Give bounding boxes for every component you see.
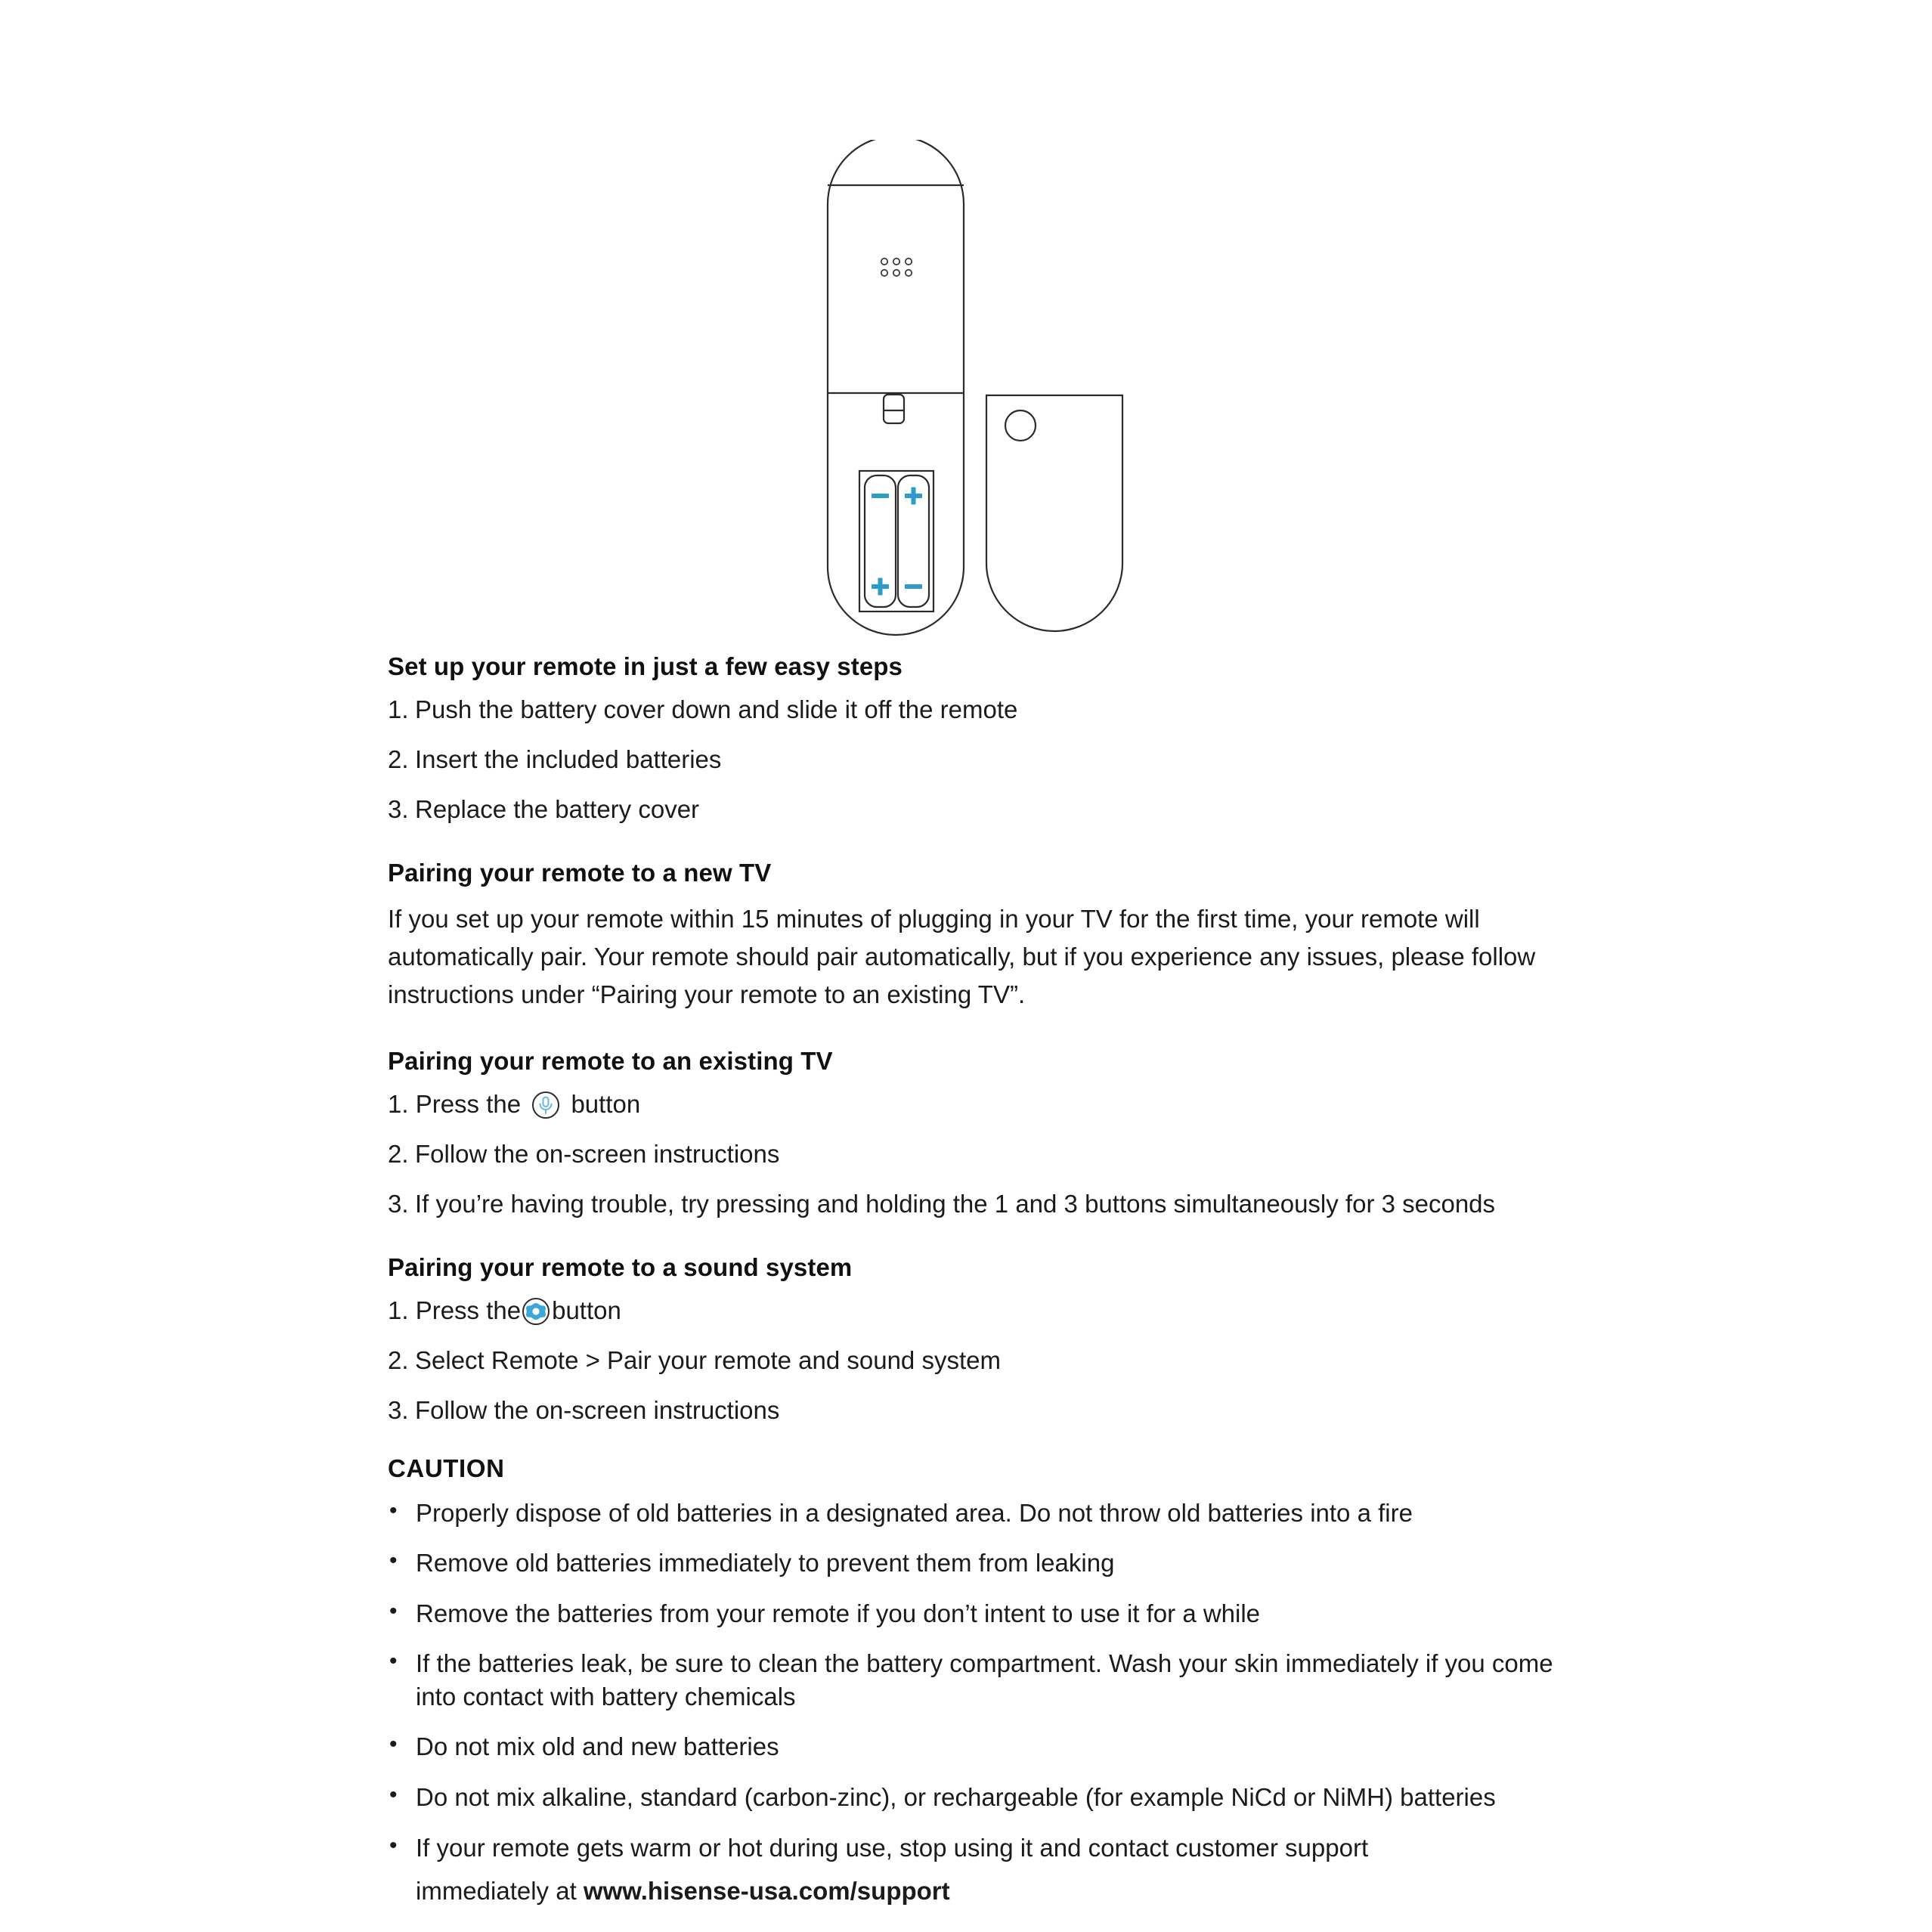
list-item xyxy=(388,794,1590,826)
section-pair-existing-tv xyxy=(388,1046,1590,1221)
cover-latch-outline xyxy=(884,395,904,423)
step-text: Push the battery cover down and slide it off the remote xyxy=(415,695,1018,724)
step-text: Replace the battery cover xyxy=(415,795,700,824)
pair-new-tv-heading: Pairing your remote to a new TV xyxy=(388,858,772,887)
support-line-prefix: immediately at xyxy=(416,1877,584,1906)
bullet-marker: • xyxy=(389,1598,398,1624)
spacer xyxy=(388,1426,1590,1454)
list-item xyxy=(388,1781,1590,1814)
step-text: Select Remote > Pair your remote and sound system xyxy=(415,1345,1001,1374)
list-item xyxy=(388,1597,1590,1630)
step-number: 1. xyxy=(388,695,409,724)
caution-bullet-list xyxy=(388,1497,1590,1908)
caution-text: Do not mix alkaline, standard (carbon-zinc), or rechargeable (for example NiCd or NiMH) batteries xyxy=(416,1783,1496,1812)
spacer xyxy=(388,826,1590,858)
bullet-marker: • xyxy=(389,1732,398,1757)
bullet-marker: • xyxy=(389,1649,398,1674)
list-item xyxy=(388,1088,1590,1121)
instructions-content xyxy=(388,652,1590,1908)
gear-icon xyxy=(521,1296,551,1327)
step-text-prefix: 1. Press the xyxy=(388,1296,522,1324)
support-url[interactable]: www.hisense-usa.com/support xyxy=(583,1877,950,1906)
spacer xyxy=(388,1221,1590,1252)
section-setup xyxy=(388,652,1590,826)
pair-existing-tv-steps-list xyxy=(388,1088,1590,1221)
list-item xyxy=(388,1188,1590,1221)
section-pair-new-tv xyxy=(388,858,1590,1014)
polarity-plus-right-top-v xyxy=(912,488,916,505)
step-number: 3. xyxy=(388,795,409,824)
caution-text: If the batteries leak, be sure to clean the battery compartment. Wash your skin immediately if you come into contact with battery chemicals xyxy=(416,1649,1553,1711)
caution-text: Do not mix old and new batteries xyxy=(416,1732,779,1761)
step-text-suffix: button xyxy=(552,1296,621,1324)
support-line xyxy=(416,1875,1590,1908)
polarity-plus-left-bottom-v xyxy=(878,578,883,596)
caution-text: Remove old batteries immediately to prevent them from leaking xyxy=(416,1549,1115,1577)
step-number: 3. xyxy=(388,1189,409,1218)
pair-existing-tv-heading: Pairing your remote to an existing TV xyxy=(388,1046,833,1075)
pair-sound-system-heading: Pairing your remote to a sound system xyxy=(388,1252,853,1281)
bullet-marker: • xyxy=(389,1832,398,1858)
bullet-marker: • xyxy=(389,1548,398,1574)
cover-thumb-hole xyxy=(1005,410,1036,441)
step-number: 2. xyxy=(388,1345,409,1374)
step-text-suffix: button xyxy=(571,1089,641,1118)
step-text: If you’re having trouble, try pressing and holding the 1 and 3 buttons simultaneously for 3 seconds xyxy=(415,1189,1496,1218)
list-item xyxy=(388,744,1590,776)
list-item xyxy=(388,1647,1590,1713)
caution-text: Remove the batteries from your remote if you don’t intent to use it for a while xyxy=(416,1599,1261,1627)
step-text: Follow the on-screen instructions xyxy=(415,1395,780,1424)
microphone-icon xyxy=(531,1090,561,1120)
step-text-prefix: 1. Press the xyxy=(388,1089,522,1118)
section-pair-sound-system xyxy=(388,1252,1590,1427)
bullet-marker: • xyxy=(389,1782,398,1808)
list-item xyxy=(388,1138,1590,1171)
battery-polarity-marks xyxy=(872,488,922,596)
polarity-minus-right-bottom xyxy=(905,584,922,589)
step-number: 3. xyxy=(388,1395,409,1424)
list-item xyxy=(388,1831,1590,1908)
step-number: 2. xyxy=(388,1139,409,1168)
step-text: Insert the included batteries xyxy=(415,745,722,774)
step-text: Follow the on-screen instructions xyxy=(415,1139,780,1168)
bullet-marker: • xyxy=(389,1497,398,1523)
list-item xyxy=(388,1547,1590,1580)
pair-sound-system-steps-list xyxy=(388,1295,1590,1427)
speaker-holes xyxy=(881,259,912,276)
list-item xyxy=(388,1497,1590,1530)
caution-text: If your remote gets warm or hot during use, stop using it and contact customer support xyxy=(416,1833,1369,1862)
caution-heading: CAUTION xyxy=(388,1454,505,1483)
list-item xyxy=(388,694,1590,726)
list-item xyxy=(388,1730,1590,1763)
pair-new-tv-paragraph: If you set up your remote within 15 minutes of plugging in your TV for the first time, your remote will automatically pair. Your remote should pair automatically, but if you experience any issues, please follow instructions under “Pairing your remote to an existing TV”. xyxy=(388,905,1536,1009)
list-item xyxy=(388,1395,1590,1427)
setup-heading: Set up your remote in just a few easy steps xyxy=(388,652,903,680)
caution-text: Properly dispose of old batteries in a designated area. Do not throw old batteries into a fire xyxy=(416,1498,1413,1527)
section-caution xyxy=(388,1454,1590,1907)
step-number: 2. xyxy=(388,745,409,774)
polarity-minus-left-top xyxy=(872,494,889,498)
list-item xyxy=(388,1295,1590,1327)
setup-steps-list xyxy=(388,694,1590,826)
remote-illustration xyxy=(801,140,1149,646)
list-item xyxy=(388,1345,1590,1377)
spacer xyxy=(388,1014,1590,1046)
